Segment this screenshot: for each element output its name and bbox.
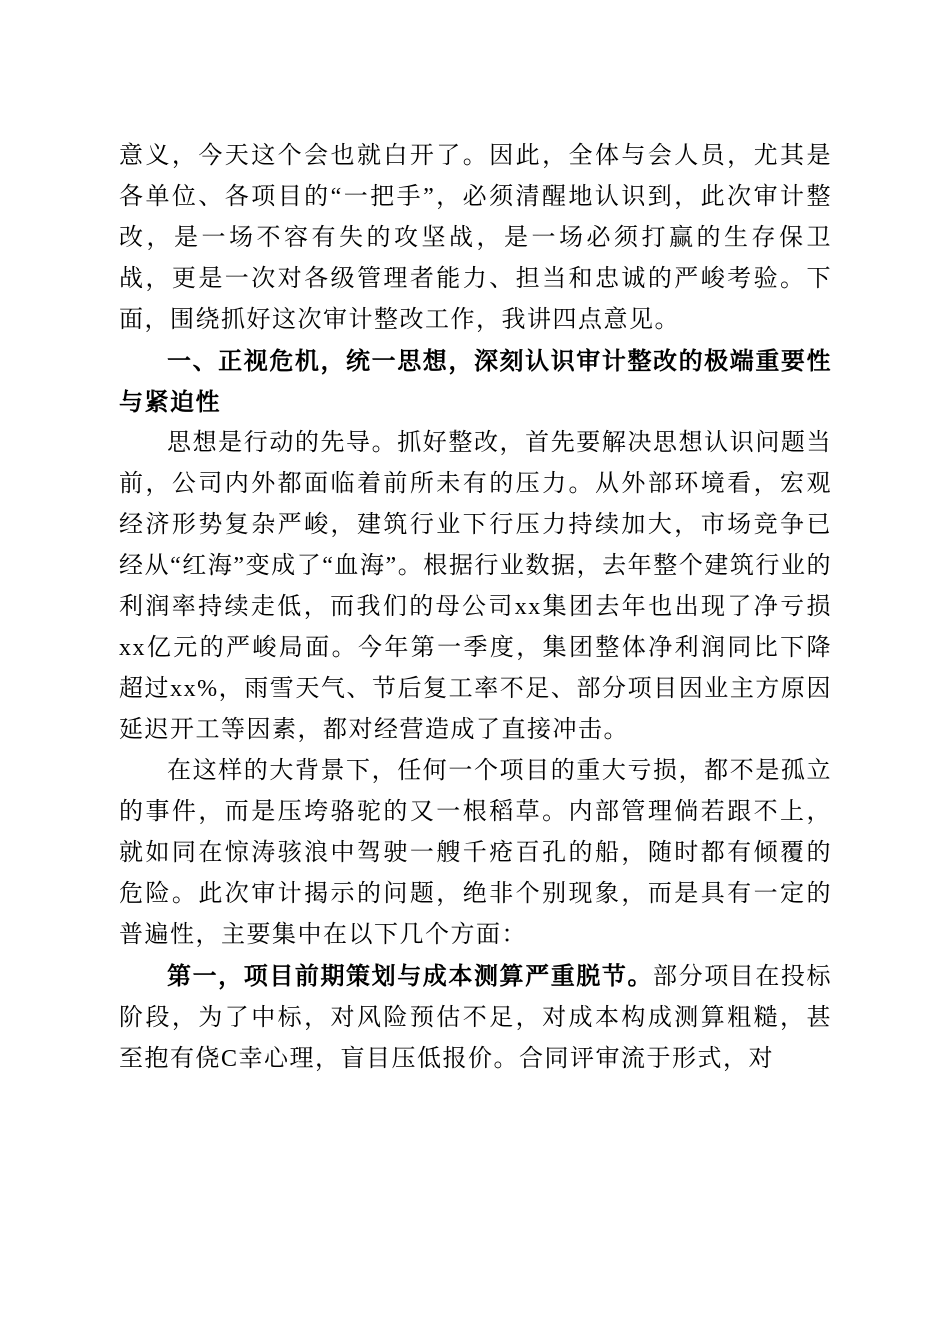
paragraph-thought-analysis: 思想是行动的先导。抓好整改，首先要解决思想认识问题当前，公司内外都面临着前所未有的压力。从外部环境看，宏观经济形势复杂严峻，建筑行业下行压力持续加大，市场竞争已经从“红海”变成了“血海”。根据行业数据，去年整个建筑行业的利润率持续走低，而我们的母公司xx集团去年也出现了净亏损xx亿元的严峻局面。今年第一季度，集团整体净利润同比下降超过xx%，雨雪天气、节后复工率不足、部分项目因业主方原因延迟开工等因素，都对经营造成了直接冲击。 <box>119 430 832 743</box>
document-body <box>119 136 832 1080</box>
section-heading: 一、正视危机，统一思想，深刻认识审计整改的极端重要性与紧迫性 <box>119 348 832 416</box>
paragraph-continuation: 意义，今天这个会也就白开了。因此，全体与会人员，尤其是各单位、各项目的“一把手”，必须清醒地认识到，此次审计整改，是一场不容有失的攻坚战，是一场必须打赢的生存保卫战，更是一次对各级管理者能力、担当和忠诚的严峻考验。下面，围绕抓好这次审计整改工作，我讲四点意见。 <box>119 143 832 333</box>
paragraph-background: 在这样的大背景下，任何一个项目的重大亏损，都不是孤立的事件，而是压垮骆驼的又一根稻草。内部管理倘若跟不上，就如同在惊涛骇浪中驾驶一艘千疮百孔的船，随时都有倾覆的危险。此次审计揭示的问题，绝非个别现象，而是具有一定的普遍性，主要集中在以下几个方面： <box>119 758 832 948</box>
paragraph-first-point-text: 部分项目在投标阶段，为了中标，对风险预估不足，对成本构成测算粗糙，甚至抱有侥C幸心理，盲目压低报价。合同评审流于形式，对 <box>119 964 833 1072</box>
paragraph-first-point <box>119 956 832 1080</box>
paragraph-first-point-lead: 第一，项目前期策划与成本测算严重脱节。 <box>167 963 654 990</box>
